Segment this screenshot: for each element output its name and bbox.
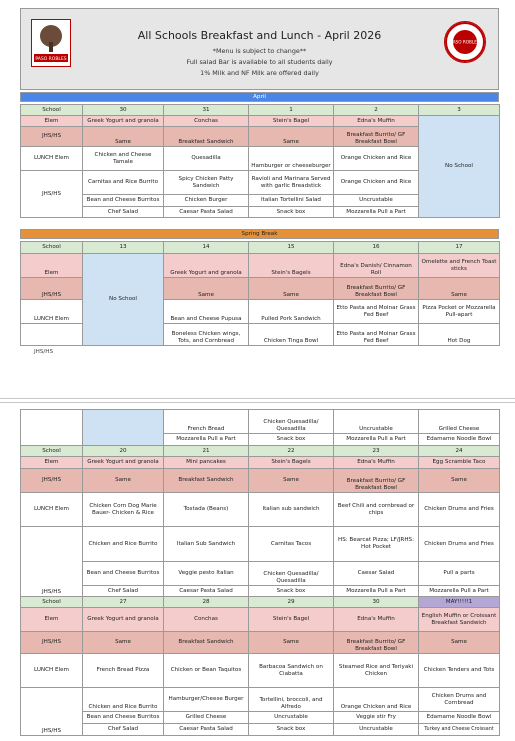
menu-cell: Mini pancakes <box>164 457 249 469</box>
menu-cell: Snack box <box>249 586 334 597</box>
no-school-cell: No School <box>83 254 164 346</box>
menu-cell: Italian Sub Sandwich <box>164 527 249 562</box>
menu-cell: Quesadilla <box>164 147 249 171</box>
menu-cell: Stein's Bagel <box>249 608 334 632</box>
day-number: 30 <box>83 105 164 116</box>
menu-cell: Mozzarella Pull a Part <box>334 434 419 446</box>
row-label-lunch-elem: LUNCH Elem <box>21 147 83 171</box>
row-label-empty <box>21 324 83 346</box>
menu-cell: Conchas <box>164 116 249 127</box>
menu-cell: Chicken or Bean Taquitos <box>164 654 249 688</box>
menu-cell: Mozzarella Pull a Part <box>419 586 500 597</box>
menu-cell: Greek Yogurt and granola <box>83 608 164 632</box>
page2-table <box>20 409 500 736</box>
menu-cell: Stein's Bagels <box>249 457 334 469</box>
menu-cell: Hamburger/Cheese Burger <box>164 688 249 712</box>
page-divider <box>0 398 515 399</box>
day-number: 21 <box>164 446 249 457</box>
row-label-elem: Elem <box>21 608 83 632</box>
menu-cell: Snack box <box>249 434 334 446</box>
menu-cell: Snack box <box>249 724 334 736</box>
menu-cell: Stein's Bagel <box>249 116 334 127</box>
menu-cell: Chef Salad <box>83 724 164 736</box>
district-seal-icon <box>445 22 485 62</box>
menu-cell: Stein's Bagels <box>249 254 334 278</box>
day-number: 13 <box>83 242 164 254</box>
menu-cell: Breakfast Sandwich <box>164 632 249 654</box>
menu-cell: Pull a parts <box>419 562 500 586</box>
menu-cell: Orange Chicken and Rice <box>334 688 419 712</box>
row-label-jhs-lunch: JHS/HS <box>21 171 83 218</box>
day-number: 30 <box>334 597 419 608</box>
menu-cell: Chef Salad <box>83 207 164 218</box>
menu-cell: Tortellini, broccoli, and Alfredo <box>249 688 334 712</box>
menu-cell: Mozzarella Pull a Part <box>334 586 419 597</box>
day-number: 27 <box>83 597 164 608</box>
menu-cell: Grilled Cheese <box>164 712 249 724</box>
row-label-jhs-tail: JHS/HS <box>34 349 54 355</box>
menu-cell: Hamburger or cheeseburger <box>249 147 334 171</box>
menu-cell: Same <box>419 632 500 654</box>
menu-cell: Chicken and Rice Burrito <box>83 688 164 712</box>
week2-table <box>20 241 500 346</box>
salad-note: Full salad Bar is available to all students daily <box>186 58 333 66</box>
logo-left-text: PASO ROBLES <box>35 57 67 62</box>
menu-cell: Uncrustable <box>334 724 419 736</box>
menu-cell: Chicken Drums and Fries <box>419 493 500 527</box>
row-label-jhs: JHS/HS <box>21 469 83 493</box>
menu-cell: Chicken Drums and Cornbread <box>419 688 500 712</box>
day-number: 24 <box>419 446 500 457</box>
menu-cell: Mozzarella Pull a Part <box>334 207 419 218</box>
menu-cell: Egg Scramble Taco <box>419 457 500 469</box>
row-label-jhs: JHS/HS <box>21 278 83 300</box>
menu-cell: Caesar Pasta Salad <box>164 586 249 597</box>
menu-cell: Breakfast Sandwich <box>164 469 249 493</box>
menu-cell: Caesar Pasta Salad <box>164 207 249 218</box>
menu-cell: Breakfast Burrito/ GF Breakfast Bowl <box>334 469 419 493</box>
menu-cell: Greek Yogurt and granola <box>83 116 164 127</box>
menu-cell: Same <box>249 469 334 493</box>
menu-header <box>20 8 499 90</box>
menu-title: All Schools Breakfast and Lunch - April 2026 <box>137 29 382 42</box>
menu-note: *Menu is subject to change** <box>212 47 307 55</box>
menu-cell: Same <box>83 632 164 654</box>
menu-cell: Tostada (Beans) <box>164 493 249 527</box>
row-label-lunch-elem: LUNCH Elem <box>21 654 83 688</box>
menu-cell: Edamame Noodle Bowl <box>419 712 500 724</box>
row-label-elem: Elem <box>21 457 83 469</box>
day-number: 29 <box>249 597 334 608</box>
menu-cell: Chicken Tenders and Tots <box>419 654 500 688</box>
menu-cell: Orange Chicken and Rice <box>334 147 419 171</box>
school-header: School <box>21 597 83 608</box>
menu-cell: Omelette and French Toast sticks <box>419 254 500 278</box>
day-number: 22 <box>249 446 334 457</box>
week1-table <box>20 104 500 218</box>
menu-cell: Chicken and Rice Burrito <box>83 527 164 562</box>
menu-cell: Grilled Cheese <box>419 410 500 434</box>
menu-cell: Mozzarella Pull a Part <box>164 434 249 446</box>
day-number: 2 <box>334 105 419 116</box>
menu-cell: Edna's Muffin <box>334 116 419 127</box>
menu-cell: Breakfast Burrito/ GF Breakfast Bowl <box>334 632 419 654</box>
row-label-elem: Elem <box>21 116 83 127</box>
menu-cell: Turkey and Cheese Croissant <box>419 724 500 736</box>
row-label-elem: Elem <box>21 254 83 278</box>
menu-cell: Chicken Corn Dog Marie Bauer- Chicken & Rice <box>83 493 164 527</box>
row-label-empty <box>21 410 83 446</box>
menu-cell: Steamed Rice and Teriyaki Chicken <box>334 654 419 688</box>
menu-cell: Hot Dog <box>419 324 500 346</box>
row-label-jhs-lunch: JHS/HS <box>21 527 83 597</box>
menu-cell: Orange Chicken and Rice <box>334 171 419 195</box>
menu-cell: French Bread Pizza <box>83 654 164 688</box>
menu-cell: Italian sub sandwich <box>249 493 334 527</box>
menu-cell: Pulled Pork Sandwich <box>249 300 334 324</box>
menu-cell: Boneless Chicken wings, Tots, and Cornbread <box>164 324 249 346</box>
page-divider <box>0 402 515 403</box>
menu-cell: Chicken Quesadilla/ Quesadilla <box>249 562 334 586</box>
day-number: 31 <box>164 105 249 116</box>
menu-cell: Greek Yogurt and granola <box>83 457 164 469</box>
logo-right-text: PASO ROBLES <box>450 39 480 45</box>
menu-cell: Barbacoa Sandwich on Ciabatta <box>249 654 334 688</box>
menu-cell: Chicken and Cheese Tamale <box>83 147 164 171</box>
menu-cell: French Bread <box>164 410 249 434</box>
menu-cell: Breakfast Burrito/ GF Breakfast Bowl <box>334 127 419 147</box>
day-number: 20 <box>83 446 164 457</box>
day-number: 1 <box>249 105 334 116</box>
menu-cell: Chicken Tinga Bowl <box>249 324 334 346</box>
school-header: School <box>21 105 83 116</box>
day-number: 17 <box>419 242 500 254</box>
menu-cell: Edna's Danish/ Cinnamon Roll <box>334 254 419 278</box>
day-number: 23 <box>334 446 419 457</box>
menu-cell: Carnitas and Rice Burrito <box>83 171 164 195</box>
menu-cell: Same <box>249 278 334 300</box>
menu-cell: Same <box>419 278 500 300</box>
menu-cell: Ravioli and Marinara Served with garlic Breadstick <box>249 171 334 195</box>
menu-cell: Chicken Quesadilla/ Quesadilla <box>249 410 334 434</box>
day-number: 28 <box>164 597 249 608</box>
menu-cell: Conchas <box>164 608 249 632</box>
menu-cell: Edamame Noodle Bowl <box>419 434 500 446</box>
day-number: 3 <box>419 105 500 116</box>
menu-cell: Pizza Pocket or Mozzarella Pull-apart <box>419 300 500 324</box>
menu-cell: Chicken Drums and Fries <box>419 527 500 562</box>
menu-cell: Breakfast Burrito/ GF Breakfast Bowl <box>334 278 419 300</box>
menu-cell: Uncrustable <box>334 410 419 434</box>
no-school-cell: No School <box>419 116 500 218</box>
menu-cell: Uncrustable <box>334 195 419 207</box>
menu-cell: Edna's Muffin <box>334 608 419 632</box>
milk-note: 1% Milk and NF Milk are offered daily <box>200 69 319 77</box>
menu-cell: Bean and Cheese Burritos <box>83 195 164 207</box>
menu-cell: Italian Tortellini Salad <box>249 195 334 207</box>
day-number: 15 <box>249 242 334 254</box>
menu-cell: Same <box>83 127 164 147</box>
menu-cell: Same <box>83 469 164 493</box>
menu-cell: Spicy Chicken Patty Sandwich <box>164 171 249 195</box>
menu-cell: Veggie stir Fry <box>334 712 419 724</box>
day-number: 16 <box>334 242 419 254</box>
month-banner: April <box>20 92 499 102</box>
menu-cell: Caesar Pasta Salad <box>164 724 249 736</box>
day-number-may: MAY!!!!!1 <box>419 597 500 608</box>
menu-cell: Bean and Cheese Burritos <box>83 712 164 724</box>
row-label-lunch-elem: LUNCH Elem <box>21 493 83 527</box>
menu-cell: Etto Pasta and Molnar Grass Fed Beef <box>334 324 419 346</box>
menu-cell: Uncrustable <box>249 712 334 724</box>
menu-cell: Breakfast Sandwich <box>164 127 249 147</box>
menu-cell: Same <box>419 469 500 493</box>
menu-cell: Bean and Cheese Pupusa <box>164 300 249 324</box>
menu-cell: Edna's Muffin <box>334 457 419 469</box>
menu-cell: Greek Yogurt and granola <box>164 254 249 278</box>
menu-cell: Veggie pesto Italian <box>164 562 249 586</box>
day-number: 14 <box>164 242 249 254</box>
school-logo-right <box>444 21 486 63</box>
menu-cell: English Muffin or Croissant Breakfast Sandwich <box>419 608 500 632</box>
school-header: School <box>21 242 83 254</box>
school-header: School <box>21 446 83 457</box>
menu-cell: Beef Chili and cornbread or chips <box>334 493 419 527</box>
menu-cell: Snack box <box>249 207 334 218</box>
menu-cell: Caesar Salad <box>334 562 419 586</box>
menu-cell: Same <box>249 127 334 147</box>
menu-cell: Etto Pasta and Molnar Grass Fed Beef <box>334 300 419 324</box>
menu-cell: Bean and Cheese Burritos <box>83 562 164 586</box>
row-label-jhs: JHS/HS <box>21 632 83 654</box>
row-label-jhs: JHS/HS <box>21 127 83 147</box>
menu-cell: Same <box>164 278 249 300</box>
menu-cell: HS: Bearcat Pizza; LF/JRHS: Hot Pocket <box>334 527 419 562</box>
menu-cell: Carnitas Tacos <box>249 527 334 562</box>
no-school-cell-empty <box>83 410 164 446</box>
row-label-jhs-lunch: JHS/HS <box>21 688 83 736</box>
spring-break-banner: Spring Break <box>20 229 499 239</box>
menu-cell: Same <box>249 632 334 654</box>
menu-cell: Chicken Burger <box>164 195 249 207</box>
row-label-lunch-elem: LUNCH Elem <box>21 300 83 324</box>
menu-cell: Chef Salad <box>83 586 164 597</box>
